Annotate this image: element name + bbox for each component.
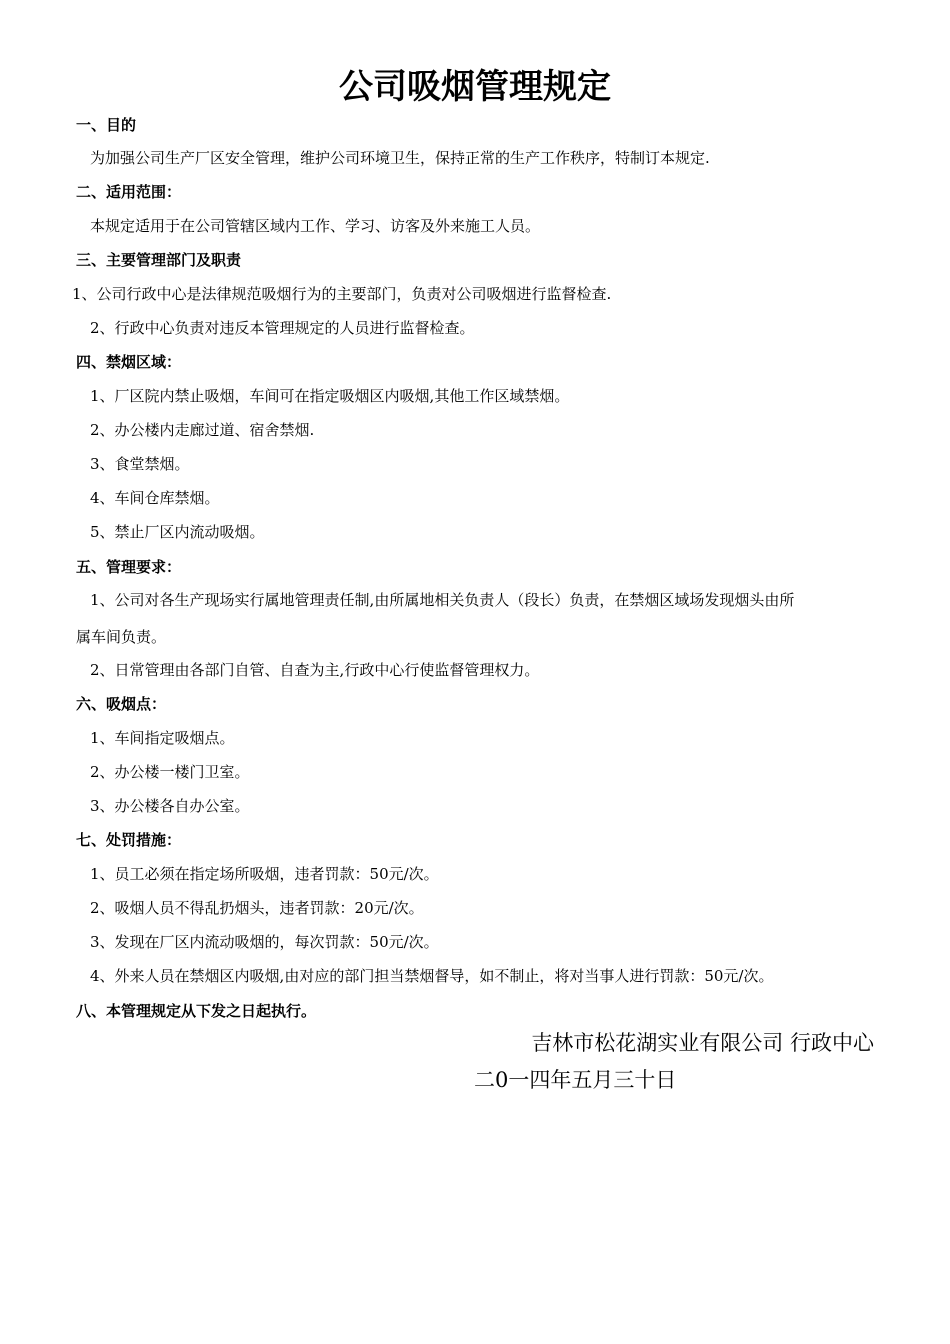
list-item: 1、车间指定吸烟点。: [90, 729, 235, 747]
list-item: 2、办公楼一楼门卫室。: [90, 763, 250, 781]
section-heading-smoking-points: 六、吸烟点：: [76, 695, 167, 713]
signature-date: 二0一四年五月三十日: [474, 1068, 677, 1092]
document-title: 公司吸烟管理规定: [339, 67, 611, 107]
list-item: 2、日常管理由各部门自管、自查为主,行政中心行使监督管理权力。: [90, 661, 540, 679]
list-item: 2、吸烟人员不得乱扔烟头，违者罚款：20元/次。: [90, 899, 424, 917]
list-item: 1、公司行政中心是法律规范吸烟行为的主要部门，负责对公司吸烟进行监督检查.: [72, 285, 612, 303]
paragraph: 本规定适用于在公司管辖区域内工作、学习、访客及外来施工人员。: [90, 217, 541, 235]
list-item: 1、员工必须在指定场所吸烟，违者罚款：50元/次。: [90, 865, 439, 883]
section-heading-requirements: 五、管理要求：: [76, 558, 182, 576]
section-heading-penalties: 七、处罚措施：: [76, 831, 182, 849]
list-item: 2、办公楼内走廊过道、宿舍禁烟.: [90, 421, 315, 439]
list-item: 3、食堂禁烟。: [90, 455, 190, 473]
signature-organization: 吉林市松花湖实业有限公司 行政中心: [531, 1031, 874, 1055]
list-item: 1、厂区院内禁止吸烟，车间可在指定吸烟区内吸烟,其他工作区域禁烟。: [90, 387, 570, 405]
section-heading-departments: 三、主要管理部门及职责: [76, 251, 242, 269]
section-heading-scope: 二、适用范围：: [76, 183, 182, 201]
section-heading-purpose: 一、目的: [76, 116, 137, 134]
section-heading-effective: 八、本管理规定从下发之日起执行。: [76, 1002, 317, 1020]
list-item: 4、车间仓库禁烟。: [90, 489, 220, 507]
list-item: 1、公司对各生产现场实行属地管理责任制,由所属地相关负责人（段长）负责，在禁烟区域场发现烟头由所: [90, 591, 795, 609]
list-item: 3、办公楼各自办公室。: [90, 797, 250, 815]
list-item: 2、行政中心负责对违反本管理规定的人员进行监督检查。: [90, 319, 475, 337]
section-heading-no-smoking-areas: 四、禁烟区域：: [76, 353, 182, 371]
list-item: 3、发现在厂区内流动吸烟的，每次罚款：50元/次。: [90, 933, 439, 951]
list-item: 5、禁止厂区内流动吸烟。: [90, 523, 265, 541]
paragraph: 为加强公司生产厂区安全管理，维护公司环境卫生，保持正常的生产工作秩序，特制订本规定.: [90, 149, 710, 167]
list-item-continuation: 属车间负责。: [76, 628, 167, 646]
list-item: 4、外来人员在禁烟区内吸烟,由对应的部门担当禁烟督导，如不制止，将对当事人进行罚款：50元/次。: [90, 967, 774, 985]
